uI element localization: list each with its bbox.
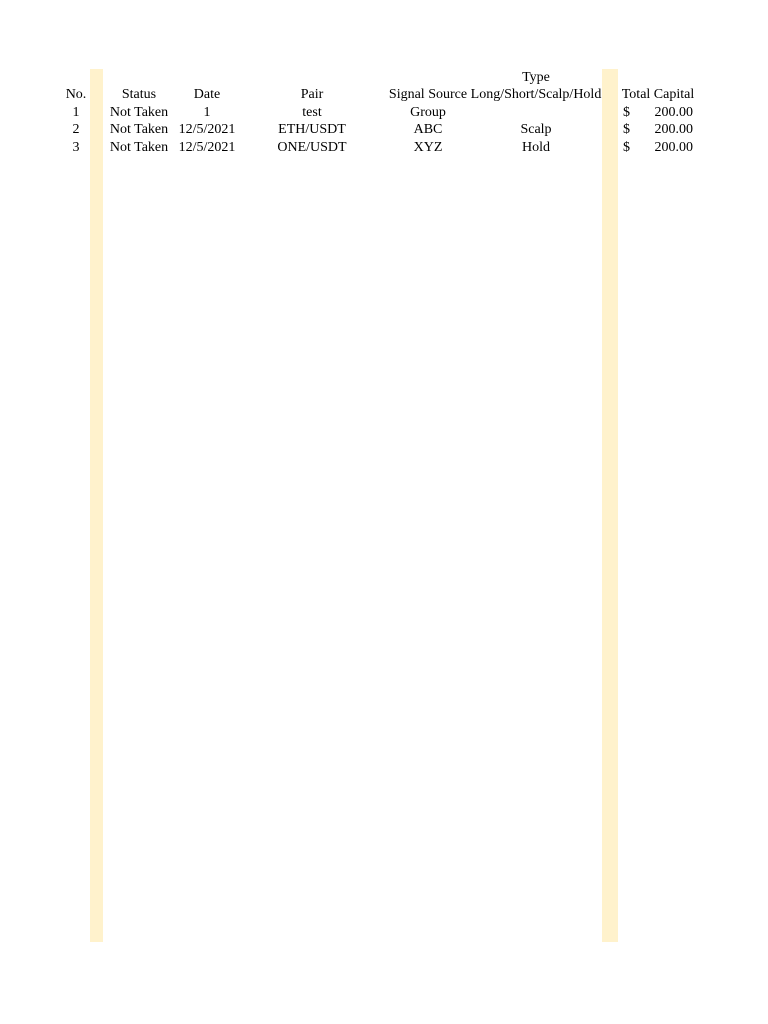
cell-type[interactable] bbox=[470, 104, 602, 121]
cell-type[interactable]: Scalp bbox=[520, 122, 552, 137]
cell-currency-symbol: $ bbox=[623, 140, 630, 155]
cell-signal-source[interactable]: ABC bbox=[413, 122, 443, 137]
highlighted-column-right bbox=[602, 69, 618, 942]
cell-date[interactable]: 12/5/2021 bbox=[178, 122, 236, 137]
cell-status[interactable]: Not Taken bbox=[109, 140, 169, 155]
header-no: No. bbox=[65, 87, 87, 102]
cell-signal-source[interactable]: XYZ bbox=[413, 140, 443, 155]
cell-pair[interactable]: test bbox=[302, 105, 322, 120]
cell-status[interactable]: Not Taken bbox=[109, 122, 169, 137]
cell-total-capital[interactable]: 200.00 bbox=[654, 122, 693, 137]
cell-pair[interactable]: ETH/USDT bbox=[278, 122, 346, 137]
cell-date[interactable]: 12/5/2021 bbox=[178, 140, 236, 155]
cell-currency-symbol: $ bbox=[623, 122, 630, 137]
cell-signal-source[interactable]: Group bbox=[410, 105, 446, 120]
cell-currency-symbol: $ bbox=[623, 105, 630, 120]
cell-date[interactable]: 1 bbox=[203, 105, 211, 120]
header-type-options: Long/Short/Scalp/Hold bbox=[470, 87, 602, 102]
cell-no[interactable]: 3 bbox=[72, 140, 80, 155]
highlighted-column-left bbox=[90, 69, 103, 942]
cell-no[interactable]: 1 bbox=[72, 105, 80, 120]
cell-total-capital[interactable]: 200.00 bbox=[654, 140, 693, 155]
header-pair: Pair bbox=[300, 87, 324, 102]
header-date: Date bbox=[193, 87, 221, 102]
header-total-capital: Total Capital bbox=[621, 87, 695, 102]
cell-total-capital[interactable]: 200.00 bbox=[654, 105, 693, 120]
cell-pair[interactable]: ONE/USDT bbox=[277, 140, 347, 155]
header-status: Status bbox=[121, 87, 157, 102]
cell-status[interactable]: Not Taken bbox=[109, 105, 169, 120]
cell-type[interactable]: Hold bbox=[522, 140, 550, 155]
header-type: Type bbox=[522, 70, 550, 85]
cell-no[interactable]: 2 bbox=[72, 122, 80, 137]
header-signal-source: Signal Source bbox=[388, 87, 468, 102]
